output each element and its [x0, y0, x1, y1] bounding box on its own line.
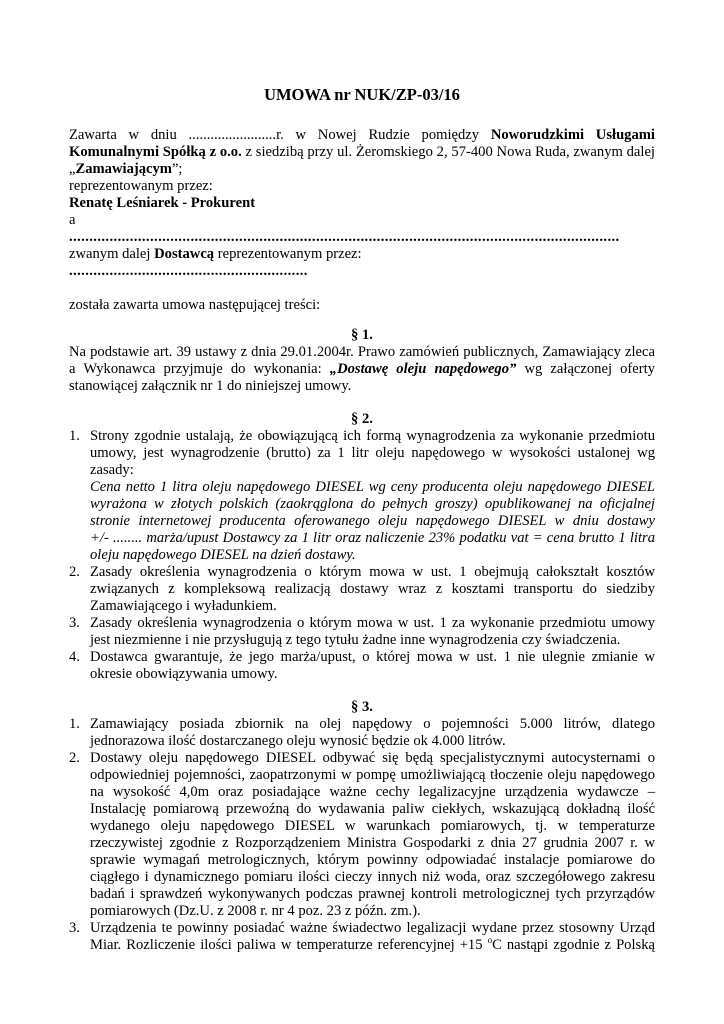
- section-2-item-2-line-1: Zasady określenia wynagrodzenia o którym mowa w ust. 1 obejmują całokształt kosztów: [90, 564, 655, 580]
- section-2-item-1-line-3: zasady:: [90, 462, 134, 478]
- price-formula-line-4: +/- ........ marża/upust Dostawcy za 1 litr oraz naliczenie 23% podatku vat = cena brutto 1 litra: [90, 530, 655, 546]
- section-2-item-2-number: 2.: [69, 564, 80, 580]
- section-3-item-2-line-9: badań i sprawdzeń wykonywanych podczas prawnej kontroli metrologicznej tych przyrządów: [90, 886, 655, 902]
- contract-title: UMOWA nr NUK/ZP-03/16: [264, 85, 460, 104]
- section-3-item-2-line-1: Dostawy oleju napędowego DIESEL odbywać się będą specjalistycznymi autocysternami o: [90, 750, 655, 766]
- intro-line-1: Zawarta w dniu ........................r. w Nowej Rudzie pomiędzy Noworudzkimi Usługami: [69, 127, 655, 143]
- section-3-item-1-line-2: jednorazowa ilość dostarczanego oleju wynosić będzie ok 4.000 litrów.: [90, 733, 506, 749]
- section-2-item-4-line-1: Dostawca gwarantuje, że jego marża/upust, o której mowa w ust. 1 nie ulegnie zmianie w: [90, 649, 655, 665]
- section-3-item-2-line-5: wydanego oleju napędowego DIESEL w warunkach pomiarowych, tj. w temperaturze: [90, 818, 655, 834]
- section-2-item-1-line-1: Strony zgodnie ustalają, że obowiązującą ich formą wynagrodzenia za wykonanie przedmiotu: [90, 428, 655, 444]
- contractor-name-blank: ........................................................................................................................................: [69, 229, 620, 245]
- section-2-item-3-line-2: jest niezmienne i nie przysługują z tego tytułu żadne inne wynagrodzenia czy świadczenia.: [90, 632, 621, 648]
- section-3-item-2-line-6: rzeczywistej zgodnie z Rozporządzeniem Ministra Gospodarki z dnia 27 grudnia 2007 r. w: [90, 835, 655, 851]
- section-2-item-1-line-2: umowy, jest wynagrodzenie (brutto) za 1 litr oleju napędowego w wysokości ustalonej wg: [90, 445, 655, 461]
- section-3-item-2-number: 2.: [69, 750, 80, 766]
- section-2-item-2-line-2: związanych z kompleksową realizacją dostawy wraz z kosztami transportu do siedziby: [90, 581, 655, 597]
- section-1-heading: § 1.: [351, 327, 373, 343]
- section-3-item-2-line-7: sprawie wymagań metrologicznych, którym powinny odpowiadać instalacje pomiarowe do: [90, 852, 655, 868]
- section-2-item-3-number: 3.: [69, 615, 80, 631]
- price-formula-line-2: wyrażona w złotych polskich (zaokrąglona do pełnych groszy) opublikowanej na oficjalnej: [90, 496, 655, 512]
- contractor-representative-blank: ...........................................................: [69, 263, 308, 279]
- section-2-item-2-line-3: Zamawiającego i wyładunkiem.: [90, 598, 277, 614]
- section-3-item-2-line-10: pomiarowych (Dz.U. z 2008 r. nr 4 poz. 23 z późn. zm.).: [90, 903, 421, 919]
- section-3-item-2-line-2: odpowiedniej pojemności, zaopatrzonymi w pompę umożliwiającą tłoczenie oleju napędowego: [90, 767, 655, 783]
- section-3-item-1-number: 1.: [69, 716, 80, 732]
- intro-line-2: Komunalnymi Spółką z o.o. z siedzibą przy ul. Żeromskiego 2, 57-400 Nowa Ruda, zwanym dalej: [69, 144, 655, 160]
- section-3-item-3-number: 3.: [69, 920, 80, 936]
- section-3-item-1-line-1: Zamawiający posiada zbiornik na olej napędowy o pojemności 5.000 litrów, dlatego: [90, 716, 655, 732]
- section-2-heading: § 2.: [351, 411, 373, 427]
- intro-representative: Renatę Leśniarek - Prokurent: [69, 195, 256, 211]
- price-formula-line-1: Cena netto 1 litra oleju napędowego DIESEL wg ceny producenta oleju napędowego DIESEL: [90, 479, 655, 495]
- section-3-item-2-line-4: Instalację pomiarową przewoźną do wydawania paliw ciekłych, wskazującą dokładną ilość: [90, 801, 655, 817]
- intro-line-8: zwanym dalej Dostawcą reprezentowanym przez:: [69, 246, 362, 262]
- price-formula-line-3: stronie internetowej producenta oferowanego oleju napędowego DIESEL w dniu dostawy: [90, 513, 655, 529]
- section-3-heading: § 3.: [351, 699, 373, 715]
- section-2-item-4-line-2: okresie obowiązywania umowy.: [90, 666, 278, 682]
- section-3-item-3-line-2: Miar. Rozliczenie ilości paliwa w temperaturze referencyjnej +15 $^o$C nastąpi zgodnie z Polską: [90, 935, 655, 953]
- section-2-item-1-number: 1.: [69, 428, 80, 444]
- intro-closing: została zawarta umowa następującej treści:: [69, 297, 321, 313]
- section-3-item-2-line-8: ciągłego i dynamicznego pomiaru ilości cieczy innych niż woda, oraz szczegółowego zakresu: [90, 869, 655, 885]
- section-2-item-3-line-1: Zasady określenia wynagrodzenia o którym mowa w ust. 1 za wykonanie przedmiotu umowy: [90, 615, 655, 631]
- intro-line-3: „Zamawiającym”;: [69, 161, 183, 177]
- section-1-line-3: stanowiącej załącznik nr 1 do niniejszej umowy.: [69, 378, 352, 394]
- section-1-line-2: a Wykonawca przyjmuje do wykonania: „Dostawę oleju napędowego” wg załączonej oferty: [69, 361, 655, 377]
- section-3-item-3-line-1: Urządzenia te powinny posiadać ważne świadectwo legalizacji wydane przez stosowny Urząd: [90, 920, 655, 936]
- intro-and: a: [69, 212, 76, 228]
- intro-line-4: reprezentowanym przez:: [69, 178, 213, 194]
- price-formula-line-5: oleju napędowego DIESEL na dzień dostawy.: [90, 547, 356, 563]
- section-2-item-4-number: 4.: [69, 649, 80, 665]
- section-3-item-2-line-3: na wysokość 4,0m oraz posiadające ważne cechy legalizacyjne urządzenia wydawcze –: [90, 784, 655, 800]
- section-1-line-1: Na podstawie art. 39 ustawy z dnia 29.01.2004r. Prawo zamówień publicznych, Zamawiający zleca: [69, 344, 655, 360]
